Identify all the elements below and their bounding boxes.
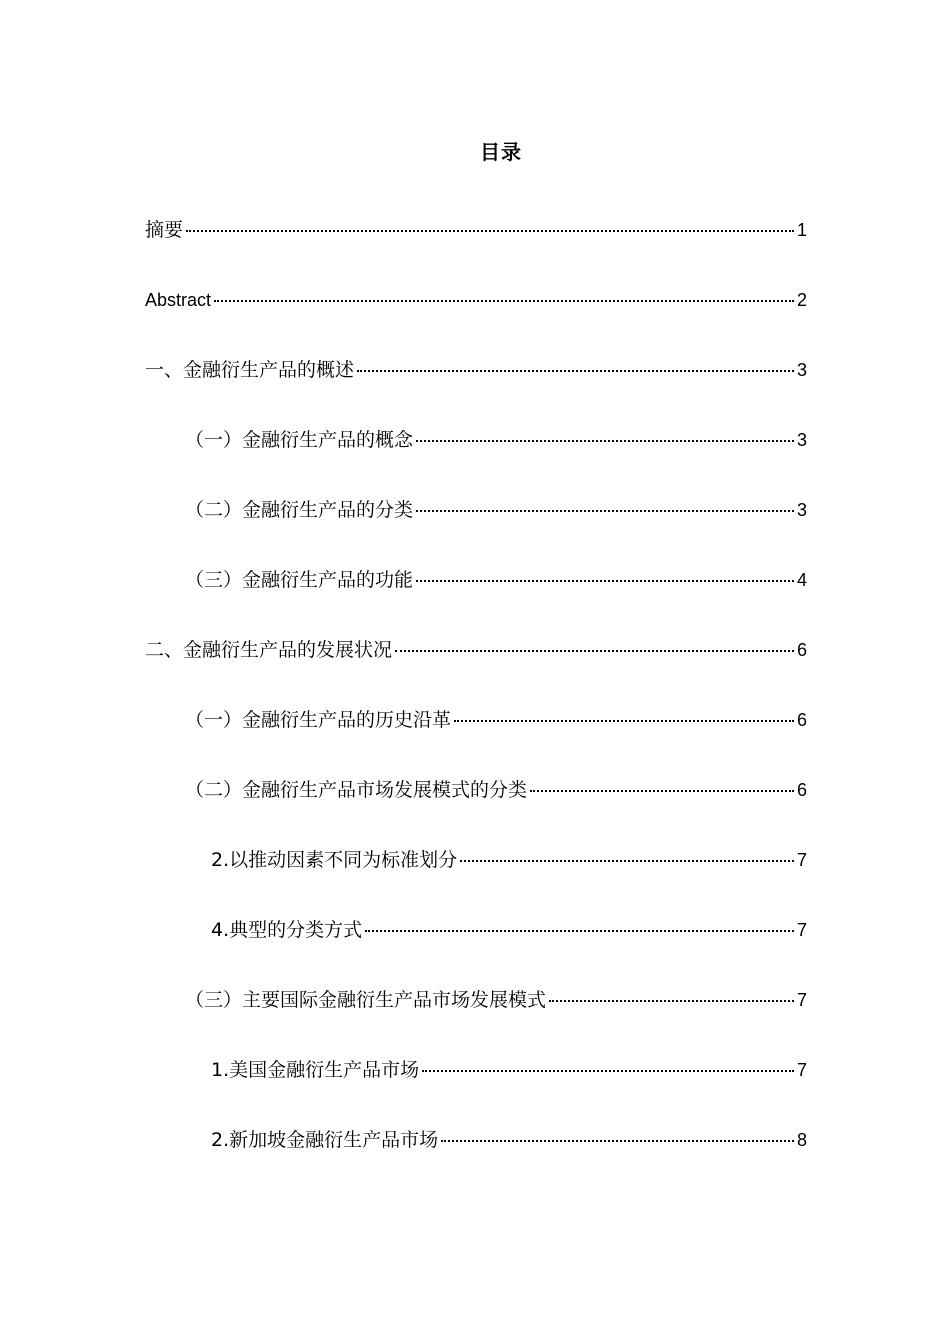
toc-entry-chapter-1[interactable] [145, 353, 807, 423]
toc-entry-section-2-3[interactable] [145, 983, 807, 1053]
toc-entry-abstract-cn[interactable] [145, 213, 807, 283]
dot-leader [395, 650, 794, 652]
toc-entry-page-number: 8 [796, 1130, 807, 1150]
toc-entry-label: （二）金融衍生产品的分类 [185, 499, 414, 521]
toc-entry-page-number: 3 [796, 360, 807, 380]
toc-entry-subsection-2-3-1[interactable] [145, 1053, 807, 1123]
toc-entry-label: （一）金融衍生产品的概念 [185, 429, 414, 451]
toc-entry-chapter-2[interactable] [145, 633, 807, 703]
toc-entry-label: （二）金融衍生产品市场发展模式的分类 [185, 779, 528, 801]
toc-entry-page-number: 6 [796, 780, 807, 800]
dot-leader [416, 510, 794, 512]
toc-entry-label: 2.以推动因素不同为标准划分 [211, 849, 458, 871]
toc-title: 目录 [480, 140, 522, 164]
toc-entry-section-2-2[interactable] [145, 773, 807, 843]
toc-entry-label: （三）主要国际金融衍生产品市场发展模式 [185, 989, 547, 1011]
dot-leader [422, 1070, 794, 1072]
toc-entry-subsection-2-2-2[interactable] [145, 843, 807, 913]
toc-entry-page-number: 7 [796, 1060, 807, 1080]
dot-leader [416, 440, 794, 442]
toc-entry-label: 1.美国金融衍生产品市场 [211, 1059, 420, 1081]
toc-entry-label: 一、金融衍生产品的概述 [145, 359, 355, 381]
dot-leader [416, 580, 794, 582]
toc-entry-page-number: 2 [796, 290, 807, 310]
toc-entry-page-number: 7 [796, 920, 807, 940]
toc-entry-page-number: 1 [796, 220, 807, 240]
toc-entry-section-1-3[interactable] [145, 563, 807, 633]
toc-entry-label: 4.典型的分类方式 [211, 919, 363, 941]
dot-leader [441, 1140, 794, 1142]
toc-entry-page-number: 4 [796, 570, 807, 590]
dot-leader [365, 930, 794, 932]
dot-leader [549, 1000, 794, 1002]
dot-leader [460, 860, 794, 862]
toc-entry-page-number: 6 [796, 710, 807, 730]
toc-list [145, 213, 807, 1193]
toc-entry-page-number: 6 [796, 640, 807, 660]
toc-entry-abstract-en[interactable] [145, 283, 807, 353]
toc-entry-section-2-1[interactable] [145, 703, 807, 773]
dot-leader [186, 230, 794, 232]
toc-entry-page-number: 7 [796, 990, 807, 1010]
toc-entry-label: 2.新加坡金融衍生产品市场 [211, 1129, 439, 1151]
dot-leader [214, 300, 794, 302]
toc-entry-subsection-2-2-4[interactable] [145, 913, 807, 983]
toc-entry-page-number: 3 [796, 500, 807, 520]
dot-leader [454, 720, 794, 722]
dot-leader [530, 790, 794, 792]
toc-entry-page-number: 3 [796, 430, 807, 450]
toc-entry-label: 摘要 [145, 219, 184, 241]
toc-entry-label: （一）金融衍生产品的历史沿革 [185, 709, 452, 731]
toc-entry-section-1-1[interactable] [145, 423, 807, 493]
dot-leader [357, 370, 794, 372]
toc-entry-section-1-2[interactable] [145, 493, 807, 563]
toc-entry-label: Abstract [145, 290, 212, 310]
toc-entry-label: 二、金融衍生产品的发展状况 [145, 639, 393, 661]
toc-entry-label: （三）金融衍生产品的功能 [185, 569, 414, 591]
toc-entry-page-number: 7 [796, 850, 807, 870]
toc-entry-subsection-2-3-2[interactable] [145, 1123, 807, 1193]
